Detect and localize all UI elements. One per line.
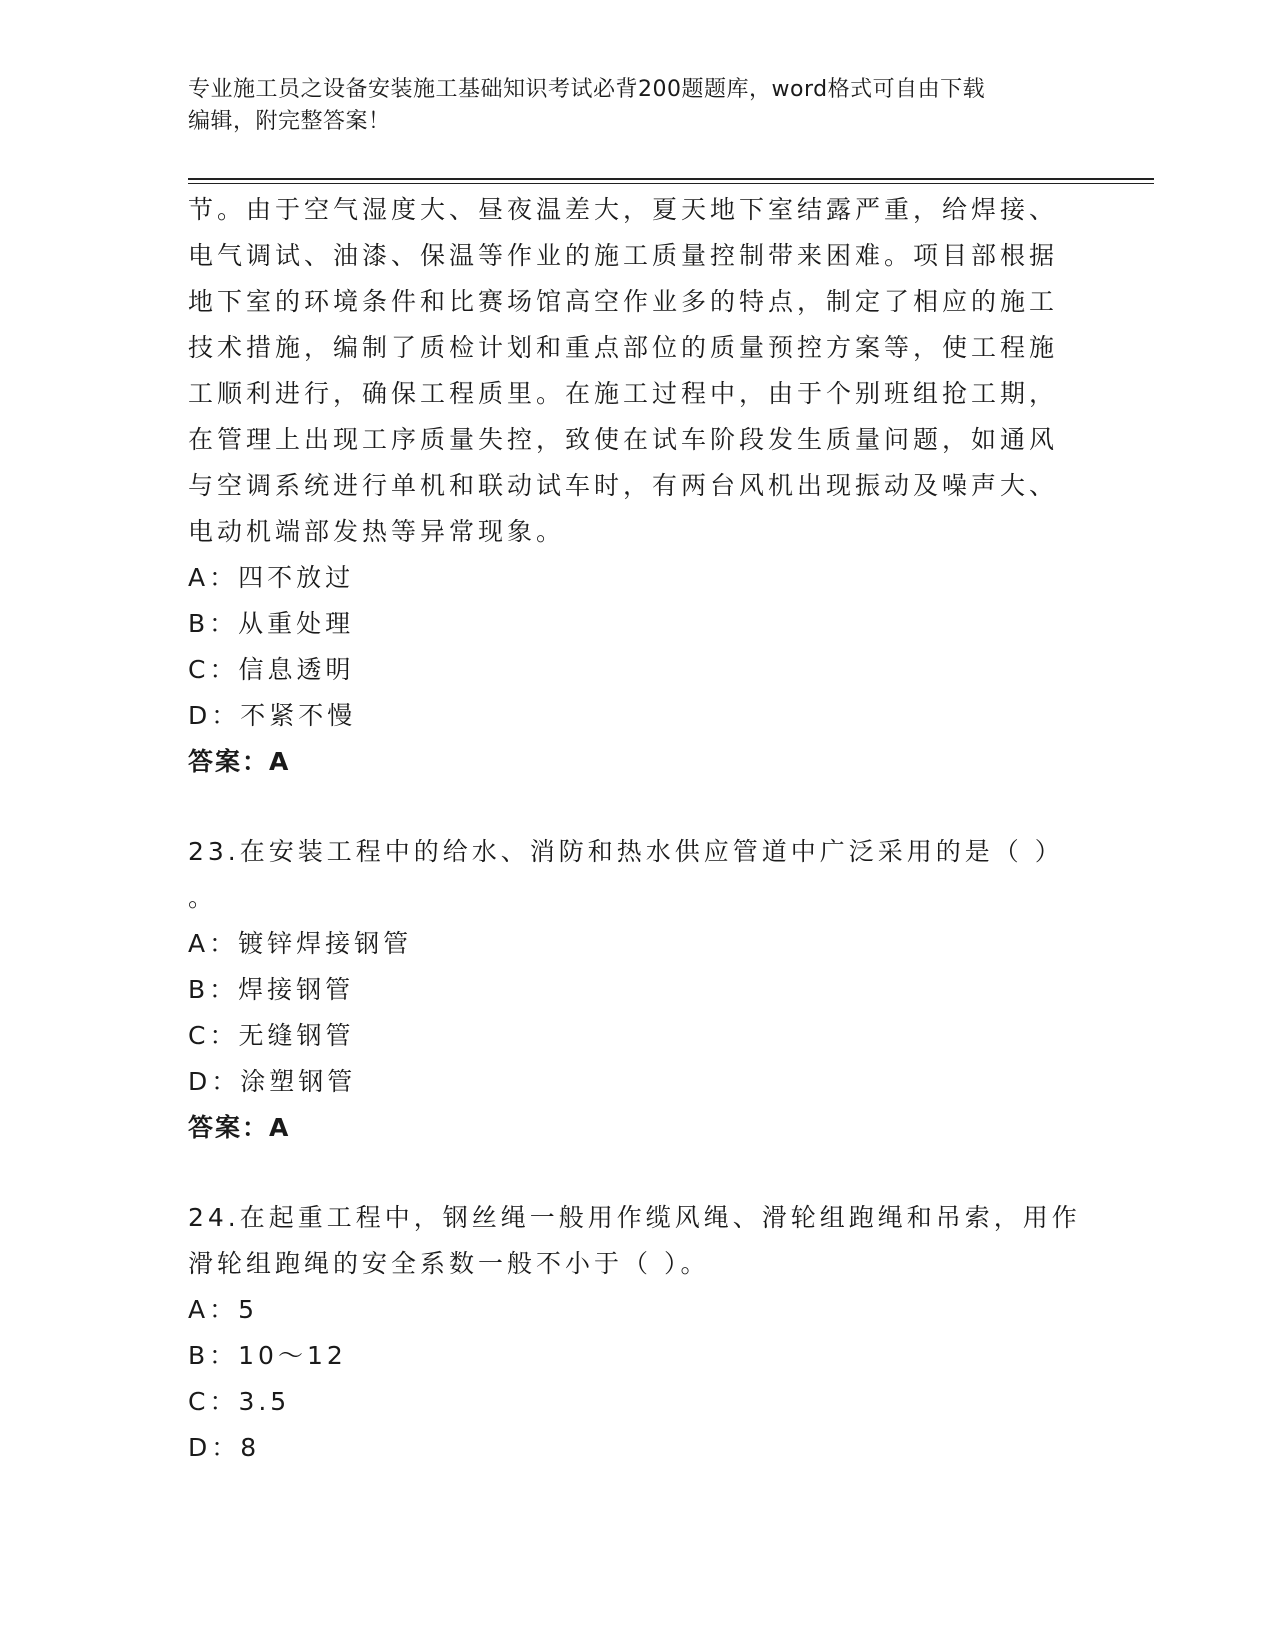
question-text-line: 与空调系统进行单机和联动试车时，有两台风机出现振动及噪声大、 <box>188 471 1059 500</box>
header-divider-thin <box>188 183 1154 184</box>
option-c: C：信息透明 <box>188 655 355 684</box>
answer-label: 答案：A <box>188 1113 291 1142</box>
option-b: B：10～12 <box>188 1341 347 1370</box>
option-d: D：不紧不慢 <box>188 701 357 730</box>
document-header <box>188 74 1068 138</box>
option-d: D：8 <box>188 1433 261 1462</box>
question-text-line: 24.在起重工程中，钢丝绳一般用作缆风绳、滑轮组跑绳和吊索，用作 <box>188 1203 1081 1232</box>
question-text-line: 在管理上出现工序质量失控，致使在试车阶段发生质量问题，如通风 <box>188 425 1059 454</box>
question-24 <box>188 1195 1088 1471</box>
answer-label: 答案：A <box>188 747 291 776</box>
option-a: A：5 <box>188 1295 259 1324</box>
question-text-line: 23.在安装工程中的给水、消防和热水供应管道中广泛采用的是（ ） <box>188 837 1064 866</box>
option-d: D：涂塑钢管 <box>188 1067 357 1096</box>
question-text-line: 电气调试、油漆、保温等作业的施工质量控制带来困难。项目部根据 <box>188 241 1059 270</box>
header-title-line: 编辑，附完整答案！ <box>188 109 391 134</box>
document-body <box>188 187 1088 1471</box>
option-c: C：无缝钢管 <box>188 1021 355 1050</box>
question-spacer <box>188 785 1088 829</box>
question-23 <box>188 829 1088 1151</box>
header-divider-thick <box>188 178 1154 180</box>
question-22-tail <box>188 187 1088 785</box>
question-text-line: 。 <box>188 883 218 912</box>
question-text-line: 电动机端部发热等异常现象。 <box>188 517 566 546</box>
question-text-line: 技术措施，编制了质检计划和重点部位的质量预控方案等，使工程施 <box>188 333 1059 362</box>
option-a: A：四不放过 <box>188 563 355 592</box>
question-text-line: 地下室的环境条件和比赛场馆高空作业多的特点，制定了相应的施工 <box>188 287 1059 316</box>
option-a: A：镀锌焊接钢管 <box>188 929 413 958</box>
option-c: C：3.5 <box>188 1387 291 1416</box>
option-b: B：焊接钢管 <box>188 975 355 1004</box>
question-text-line: 滑轮组跑绳的安全系数一般不小于（ ）。 <box>188 1249 710 1278</box>
header-title-line: 专业施工员之设备安装施工基础知识考试必背200题题库，word格式可自由下载 <box>188 77 986 102</box>
question-spacer <box>188 1151 1088 1195</box>
question-text-line: 节。由于空气湿度大、昼夜温差大，夏天地下室结露严重，给焊接、 <box>188 195 1059 224</box>
option-b: B：从重处理 <box>188 609 355 638</box>
question-text-line: 工顺利进行，确保工程质里。在施工过程中，由于个别班组抢工期， <box>188 379 1059 408</box>
